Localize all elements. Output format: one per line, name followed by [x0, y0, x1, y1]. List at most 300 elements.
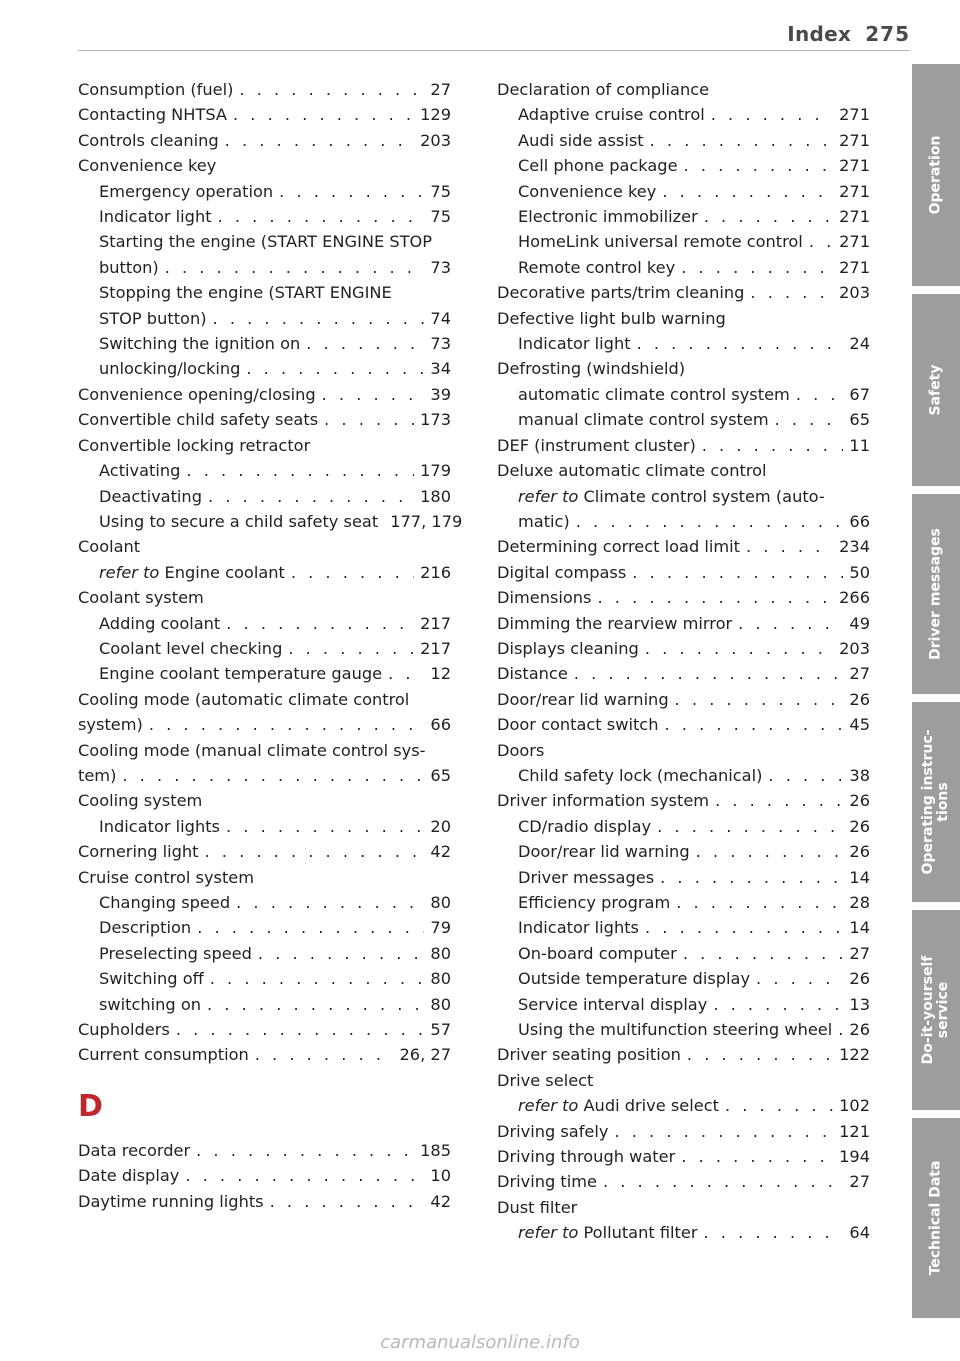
entry-term-text: Changing speed: [99, 893, 231, 912]
leader-dots: [681, 1144, 833, 1169]
entry-term-text: Driving time: [497, 1172, 597, 1192]
entry-page-number: 65: [430, 765, 451, 785]
leader-dots: [675, 687, 844, 712]
index-entry: [78, 382, 451, 407]
index-heading-entry: [78, 280, 451, 305]
entry-term-text: Daytime running lights: [78, 1191, 264, 1211]
entry-page-number: 27: [849, 1172, 870, 1192]
entry-term-text: Drive select: [497, 1070, 594, 1090]
entry-term-text: Current consumption: [78, 1045, 249, 1065]
index-entry: [78, 915, 451, 940]
section-tab[interactable]: [912, 910, 960, 1110]
entry-page-number: 177, 179: [390, 511, 463, 531]
index-entry: [497, 941, 870, 966]
entry-term: [497, 712, 658, 737]
leader-dots: [288, 636, 414, 661]
entry-page-number: 14: [849, 918, 870, 938]
entry-term: [497, 534, 740, 559]
entry-page-number: 203: [839, 638, 870, 658]
entry-page-number: 26: [849, 791, 870, 811]
leader-dots: [270, 1189, 425, 1214]
index-entry: [497, 382, 870, 407]
entry-term: [78, 128, 219, 153]
entry-page-number: 38: [849, 765, 870, 785]
entry-term: [518, 890, 670, 915]
entry-term-text: Driver seating position: [497, 1045, 681, 1065]
index-entry: [497, 1144, 870, 1169]
entry-page-number: 79: [430, 918, 451, 938]
section-tab-label: Driver messages: [927, 528, 944, 660]
leader-dots: [662, 179, 833, 204]
index-heading-entry: [78, 534, 451, 559]
entry-page-number: 10: [430, 1166, 451, 1186]
leader-dots: [632, 560, 843, 585]
index-entry: [497, 102, 870, 127]
entry-term: [99, 661, 382, 686]
entry-term: [99, 636, 282, 661]
entry-term-text: Indicator lights: [518, 918, 639, 938]
entry-page-number: 49: [849, 613, 870, 633]
entry-term-text: Adding coolant: [99, 613, 221, 633]
index-column-left: [78, 77, 463, 1214]
entry-term-text: Cooling system: [78, 791, 203, 811]
leader-dots: [208, 484, 414, 509]
index-entry: [78, 458, 451, 483]
index-entry: [497, 128, 870, 153]
index-entry: [78, 1042, 451, 1067]
leader-dots: [684, 153, 834, 178]
entry-page-number: 271: [839, 232, 870, 252]
index-heading-entry: [78, 433, 451, 458]
index-entry: [497, 865, 870, 890]
entry-term: [497, 433, 696, 458]
entry-term-text: Dimensions: [497, 588, 592, 608]
section-tab[interactable]: [912, 294, 960, 486]
leader-dots: [645, 636, 833, 661]
entry-term: [99, 814, 220, 839]
index-entry: [497, 687, 870, 712]
entry-page-number: 66: [849, 511, 870, 531]
leader-dots: [725, 1093, 833, 1118]
leader-dots: [149, 712, 425, 737]
entry-term-text: Cooling mode (automatic climate control: [78, 689, 410, 709]
page-header: [787, 22, 910, 46]
entry-term: [518, 1093, 719, 1118]
header-section-title: Index: [787, 22, 852, 46]
leader-dots: [197, 915, 424, 940]
entry-page-number: 73: [430, 334, 451, 354]
index-entry: [78, 204, 451, 229]
section-tab-label: Technical Data: [927, 1160, 944, 1276]
entry-term-text: switching on: [99, 994, 202, 1014]
index-entry: [497, 966, 870, 991]
entry-term-text: Driver information system: [497, 791, 710, 811]
entry-term: [518, 814, 651, 839]
entry-term-text: Using the multifunction steering wheel: [518, 1020, 833, 1040]
leader-dots: [704, 204, 833, 229]
leader-dots: [176, 1017, 425, 1042]
entry-term: [99, 255, 159, 280]
section-tab[interactable]: [912, 494, 960, 694]
entry-page-number: 26: [849, 689, 870, 709]
leader-dots: [645, 915, 843, 940]
entry-term: [78, 382, 316, 407]
index-entry: [78, 1138, 451, 1163]
entry-term: [518, 331, 631, 356]
entry-term: [99, 611, 220, 636]
leader-dots: [239, 77, 424, 102]
entry-term-text: Dimming the rearview mirror: [497, 613, 733, 633]
entry-page-number: 271: [839, 156, 870, 176]
entry-term-text: Driving through water: [497, 1147, 676, 1167]
entry-page-number: 34: [430, 359, 451, 379]
entry-term: [497, 788, 709, 813]
entry-term-text: Using to secure a child safety seat: [99, 511, 379, 531]
index-letter-heading: D: [78, 1088, 103, 1124]
index-heading-entry: [497, 1195, 870, 1220]
leader-dots: [324, 407, 414, 432]
entry-term-text: system): [78, 715, 143, 735]
entry-term: [518, 915, 639, 940]
entry-term-text: Outside temperature display: [518, 969, 751, 989]
entry-term: [518, 966, 750, 991]
entry-term: [518, 407, 769, 432]
entry-page-number: 75: [430, 207, 451, 227]
entry-page-number: 26: [849, 1020, 870, 1040]
entry-term-text: Child safety lock (mechanical): [518, 765, 763, 785]
entry-page-number: 74: [430, 308, 451, 328]
index-entry: [497, 280, 870, 305]
entry-page-number: 27: [430, 80, 451, 99]
index-entry: [78, 509, 463, 534]
index-entry: [497, 331, 870, 356]
index-entry: [78, 102, 451, 127]
leader-dots: [576, 509, 844, 534]
entry-term: [99, 941, 252, 966]
leader-dots: [683, 941, 844, 966]
section-tab-label: Do-it-yourself service: [920, 955, 951, 1065]
entry-term: [99, 356, 240, 381]
entry-page-number: 73: [430, 257, 451, 277]
entry-term-text: On-board computer: [518, 943, 677, 963]
index-entry: [78, 484, 451, 509]
index-entry: [497, 915, 870, 940]
leader-dots: [207, 992, 424, 1017]
section-tab[interactable]: [912, 64, 960, 286]
index-entry: [78, 407, 451, 432]
entry-term-text: Convenience key: [78, 156, 217, 176]
entry-term-text: Description: [99, 918, 192, 938]
index-entry: [497, 992, 870, 1017]
leader-dots: [291, 560, 414, 585]
entry-page-number: 80: [430, 943, 451, 963]
page-number: 275: [865, 22, 910, 46]
index-entry: [497, 1017, 870, 1042]
entry-term: [518, 763, 762, 788]
entry-term: [518, 941, 677, 966]
leader-dots: [205, 839, 425, 864]
leader-dots: [768, 763, 843, 788]
entry-term: [99, 331, 300, 356]
leader-dots: [210, 966, 425, 991]
entry-term-text: Pollutant filter: [583, 1223, 698, 1243]
entry-term: [497, 661, 568, 686]
section-tabs: [912, 64, 960, 1326]
entry-term: [518, 865, 654, 890]
entry-term-text: Determining correct load limit: [497, 537, 740, 557]
entry-term-text: automatic climate control system: [518, 384, 790, 404]
entry-term-text: Climate control system (auto-: [583, 486, 825, 506]
header-rule: [78, 50, 910, 51]
entry-term: [497, 1169, 597, 1194]
entry-term: [99, 179, 273, 204]
index-entry: [497, 509, 870, 534]
entry-term-text: Deactivating: [99, 486, 202, 506]
watermark: carmanualsonline.info: [380, 1332, 580, 1353]
entry-page-number: 203: [839, 283, 870, 303]
entry-page-number: 20: [430, 816, 451, 836]
entry-page-number: 217: [420, 638, 451, 658]
index-entry: [78, 356, 451, 381]
leader-dots: [681, 255, 833, 280]
index-entry: [78, 966, 451, 991]
leader-dots: [306, 331, 424, 356]
index-entry: [497, 179, 870, 204]
index-entry: [497, 636, 870, 661]
entry-page-number: 26, 27: [399, 1045, 451, 1065]
entry-term-text: Electronic immobilizer: [518, 207, 698, 227]
entry-page-number: 67: [849, 384, 870, 404]
leader-dots: [279, 179, 424, 204]
entry-term: [78, 1042, 249, 1067]
entry-page-number: 14: [849, 867, 870, 887]
entry-term-text: Coolant level checking: [99, 638, 283, 658]
entry-term: [518, 128, 644, 153]
leader-dots: [233, 102, 414, 127]
entry-term: [497, 560, 626, 585]
entry-term-text: Driving safely: [497, 1121, 609, 1141]
leader-dots: [637, 331, 844, 356]
leader-dots: [322, 382, 425, 407]
entry-page-number: 27: [849, 943, 870, 963]
entry-term-text: Convertible locking retractor: [78, 435, 311, 455]
index-entry: [78, 306, 451, 331]
entry-page-number: 13: [849, 994, 870, 1014]
entry-term: [518, 1220, 698, 1245]
entry-term-text: Defective light bulb warning: [497, 308, 726, 328]
entry-page-number: 64: [849, 1223, 870, 1243]
leader-dots: [796, 382, 844, 407]
index-heading-entry: [78, 153, 451, 178]
entry-page-number: 75: [430, 181, 451, 201]
entry-term: [497, 636, 639, 661]
index-entry: [78, 712, 451, 737]
index-heading-entry: [497, 306, 870, 331]
entry-term: [518, 102, 705, 127]
entry-term-text: Convenience opening/closing: [78, 384, 316, 404]
entry-page-number: 121: [839, 1121, 870, 1141]
entry-page-number: 271: [839, 181, 870, 201]
entry-page-number: 216: [420, 562, 451, 582]
entry-term: [518, 204, 698, 229]
entry-term-text: Door/rear lid warning: [497, 689, 669, 709]
entry-page-number: 80: [430, 994, 451, 1014]
entry-term: [99, 966, 204, 991]
leader-dots: [713, 992, 843, 1017]
entry-term-text: Date display: [78, 1166, 180, 1186]
entry-term-text: Declaration of compliance: [497, 80, 710, 99]
index-entry: [78, 128, 451, 153]
index-entry: [497, 1220, 870, 1245]
section-tab-label: Safety: [927, 364, 944, 416]
leader-dots: [597, 585, 833, 610]
entry-page-number: 26: [849, 816, 870, 836]
entry-page-number: 26: [849, 842, 870, 862]
entry-page-number: 271: [839, 207, 870, 227]
entry-term-text: CD/radio display: [518, 816, 652, 836]
index-entry: [78, 611, 451, 636]
index-entry: [78, 77, 451, 102]
leader-dots: [255, 1042, 394, 1067]
entry-term-text: Remote control key: [518, 257, 676, 277]
leader-dots: [258, 941, 424, 966]
entry-page-number: 180: [420, 486, 451, 506]
leader-dots: [574, 661, 844, 686]
entry-term-text: Defrosting (windshield): [497, 359, 686, 379]
entry-page-number: 271: [839, 130, 870, 150]
entry-term-text: Cornering light: [78, 842, 199, 862]
entry-term-text: Audi drive select: [583, 1096, 719, 1116]
index-entry: [497, 433, 870, 458]
entry-term: [497, 1119, 608, 1144]
index-entry: [78, 992, 451, 1017]
entry-term: [518, 229, 803, 254]
entry-term-text: Consumption (fuel): [78, 80, 234, 99]
leader-dots: [614, 1119, 833, 1144]
entry-term: [99, 890, 230, 915]
entry-term: [518, 179, 656, 204]
entry-term-text: Doors: [497, 740, 545, 760]
entry-term: [99, 509, 378, 534]
entry-term-text: Switching off: [99, 969, 204, 989]
leader-dots: [186, 458, 414, 483]
entry-term: [518, 153, 678, 178]
entry-term-text: Audi side assist: [518, 130, 644, 150]
index-entry: [497, 534, 870, 559]
entry-term-text: button): [99, 257, 159, 277]
entry-page-number: 57: [430, 1020, 451, 1040]
entry-term-text: Controls cleaning: [78, 130, 219, 150]
entry-term-text: Displays cleaning: [497, 638, 639, 658]
entry-term: [518, 255, 675, 280]
section-tab[interactable]: [912, 1118, 960, 1318]
index-entry: [497, 890, 870, 915]
leader-dots: [715, 788, 843, 813]
leader-dots: [746, 534, 833, 559]
entry-term: [78, 1189, 264, 1214]
leader-dots: [838, 1017, 843, 1042]
leader-dots: [657, 814, 843, 839]
leader-dots: [196, 1138, 414, 1163]
index-entry: [78, 560, 451, 585]
entry-page-number: 179: [420, 461, 451, 481]
entry-page-number: 26: [849, 969, 870, 989]
index-heading-entry: [497, 458, 870, 483]
entry-term-text: Data recorder: [78, 1140, 191, 1160]
refer-to-label: refer to: [518, 1096, 579, 1116]
index-entry: [78, 763, 451, 788]
entry-page-number: 28: [849, 893, 870, 912]
index-heading-entry: [78, 865, 451, 890]
entry-page-number: 42: [430, 1191, 451, 1211]
entry-term: [99, 992, 201, 1017]
index-heading-entry: [78, 687, 451, 712]
index-heading-entry: [497, 1068, 870, 1093]
entry-term-text: Coolant: [78, 537, 141, 557]
index-entry: [497, 839, 870, 864]
index-entry: [497, 407, 870, 432]
leader-dots: [218, 204, 425, 229]
leader-dots: [664, 712, 843, 737]
entry-term: [497, 611, 732, 636]
index-entry: [497, 585, 870, 610]
index-entry: [497, 1042, 870, 1067]
leader-dots: [775, 407, 844, 432]
index-entry: [78, 255, 451, 280]
index-heading-entry: [78, 229, 451, 254]
entry-term: [78, 407, 318, 432]
refer-to-label: refer to: [99, 562, 160, 582]
index-entry: [78, 1189, 451, 1214]
entry-term-text: Service interval display: [518, 994, 708, 1014]
entry-page-number: 271: [839, 105, 870, 125]
leader-dots: [696, 839, 844, 864]
index-column-right: [497, 77, 870, 1246]
index-heading-entry: [497, 77, 870, 102]
entry-term-text: Starting the engine (START ENGINE STOP: [99, 232, 432, 252]
entry-term: [99, 306, 207, 331]
leader-dots: [226, 814, 424, 839]
leader-dots: [676, 890, 843, 915]
entry-term-text: DEF (instrument cluster): [497, 435, 696, 455]
entry-page-number: 122: [839, 1045, 870, 1065]
index-entry: [497, 661, 870, 686]
section-tab-label: Operation: [927, 135, 944, 215]
index-heading-entry: [497, 738, 870, 763]
entry-term-text: Emergency operation: [99, 181, 274, 201]
index-entry: [78, 636, 451, 661]
index-heading-entry: [78, 788, 451, 813]
leader-dots: [246, 356, 424, 381]
index-heading-entry: [78, 738, 451, 763]
entry-term: [497, 1042, 681, 1067]
entry-page-number: 50: [849, 562, 870, 582]
index-heading-entry: [497, 356, 870, 381]
index-entry: [78, 331, 451, 356]
refer-to-label: refer to: [518, 486, 579, 506]
index-entry: [497, 763, 870, 788]
entry-term-text: Convertible child safety seats: [78, 410, 319, 430]
entry-term: [518, 1017, 832, 1042]
entry-page-number: 271: [839, 257, 870, 277]
index-entry: [497, 255, 870, 280]
section-tab[interactable]: [912, 702, 960, 902]
entry-term-text: STOP button): [99, 308, 207, 328]
entry-page-number: 173: [420, 410, 451, 430]
entry-page-number: 185: [420, 1140, 451, 1160]
entry-page-number: 203: [420, 130, 451, 150]
entry-term: [78, 1138, 190, 1163]
